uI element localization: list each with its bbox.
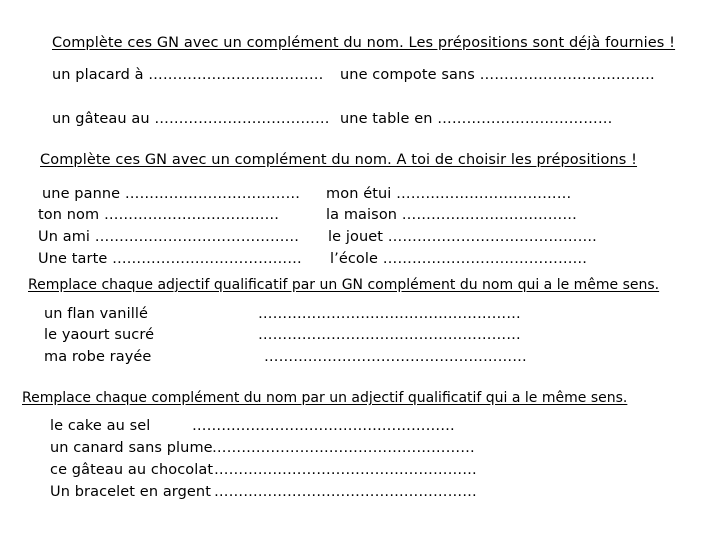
answer-blank: ……………………………………………… <box>264 349 527 365</box>
exercise-line: le yaourt sucré <box>44 327 155 343</box>
exercise-line: Une tarte ………………………………… <box>38 251 302 267</box>
exercise-line: le cake au sel <box>50 418 151 434</box>
section-3-heading: Remplace chaque adjectif qualificatif par un GN complément du nom qui a le même sens. <box>28 277 660 293</box>
answer-blank: ……………………………………………… <box>214 484 477 500</box>
exercise-line: un canard sans plume <box>50 440 213 456</box>
exercise-line: ce gâteau au chocolat <box>50 462 214 478</box>
exercise-line: une table en ……………………………… <box>340 111 613 127</box>
exercise-line: Un ami …………………………………… <box>38 229 300 245</box>
exercise-line: Un bracelet en argent <box>50 484 212 500</box>
exercise-line: une panne ……………………………… <box>42 186 301 202</box>
answer-blank: ……………………………………………… <box>192 418 455 434</box>
section-2-heading: Complète ces GN avec un complément du nom. A toi de choisir les prépositions ! <box>40 152 638 168</box>
exercise-line: le jouet ……………………………………. <box>328 229 597 245</box>
exercise-line: une compote sans ……………………………… <box>340 67 655 83</box>
answer-blank: ……………………………………………… <box>258 327 521 343</box>
exercise-line: ma robe rayée <box>44 349 152 365</box>
exercise-line: ton nom ……………………………… <box>38 207 280 223</box>
exercise-line: l’école …………………………………… <box>330 251 588 267</box>
exercise-line: la maison ……………………………… <box>326 207 577 223</box>
exercise-line: un flan vanillé <box>44 306 148 322</box>
answer-blank: ……………………………………………… <box>212 440 475 456</box>
exercise-line: un placard à ……………………………… <box>52 67 324 83</box>
exercise-line: mon étui ……………………………… <box>326 186 572 202</box>
answer-blank: ……………………………………………… <box>214 462 477 478</box>
exercise-line: un gâteau au ……………………………… <box>52 111 330 127</box>
answer-blank: ……………………………………………… <box>258 306 521 322</box>
section-4-heading: Remplace chaque complément du nom par un adjectif qualificatif qui a le même sens. <box>22 390 628 406</box>
section-1-heading: Complète ces GN avec un complément du nom. Les prépositions sont déjà fournies ! <box>52 35 676 51</box>
